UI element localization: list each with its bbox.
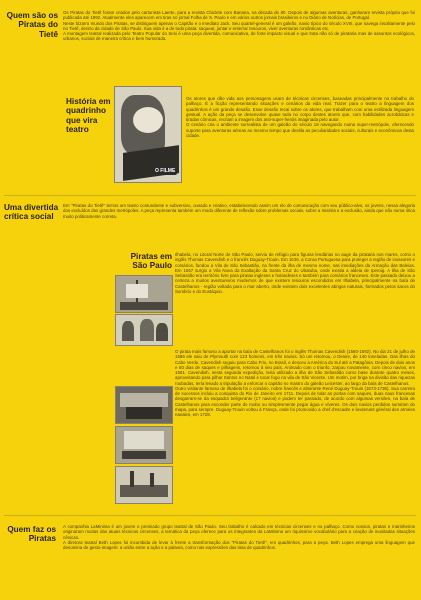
paragraph-historia: Os atores que dão vida aos personagens usam de técnicas circenses, baseadas principalmente no trabalho do palhaço. É a ficção representando situações e cenários da vida real. Trazer para o teatro a linguagem dos quadrinhos é um grande desafio. Esse desafio recai sobre os atores, que trabalham com uma estilizada linguagem gestual. A ação da peça se desenvolve quase toda no corpo destes atores que, com habilidades acrobáticas e tiradas cômicas, recriam a imagem dos anti-super-heróis imaginada pelo autor. O cenário cria o ambiente surrealista de um galeão do século 18 navegando numa super-metrópole, oferecendo suporte para aventuras aéreas ao mesmo tempo que destila as peculiaridades sociais, culturais e econômicas desta cidade. [186,96,414,138]
heading-historia: História em quadrinho que vira teatro [66,97,111,135]
film-badge: O FILME [155,168,176,174]
engraving-figures [115,314,173,346]
comic-illustration [114,86,182,183]
divider [4,515,416,516]
heading-quem-faz: Quem faz os Piratas [7,525,56,544]
heading-piratas-sp: Piratas em São Paulo [130,252,172,271]
engraving-fleet [115,466,173,504]
engraving-battle [115,386,173,424]
paragraph-quem-sao: Os Piratas do Tietê foram criados pelo cartunista Laerte, para a revista Chiclete com Banana, na década de 80. Depois de algumas aventuras, ganharam revista própria que foi publicada até 1992. Atualmente eles aparecem em tiras no jornal Folha de S. Paulo e em vários outros jornais brasileiros e no Diário de Notícias, de Portugal. Neste bizarro mundo dos Piratas, se distinguem apenas o Capitão e o imediato Jack. Seu quartel-general é um galeão, navio típico do século XVIII, que navega insolitamente pelo rio Tietê, dentro da cidade de São Paulo. Sua vida é a de todo pirata: saquear, juntar e enterrar tesouros, viver aventuras românticas etc. A montagem teatral realizada pelo Teatro Popular do Sesi é uma peça divertida, comunicativa, de forte impacto visual e que trata não só de pirataria mas de assuntos ecológicos, urbanos, sociais de maneira crítica e bem humorada. [63,10,415,42]
heading-quem-sao: Quem são os Piratas do Tietê [6,11,58,39]
engraving-ship [115,275,173,313]
divider [4,195,416,196]
paragraph-quem-faz: A companhia LaMinima é um jovem e premiado grupo teatral de São Paulo. Seu trabalho é calcado em técnicas circenses e no palhaço. Como nossos, piratas e marinheiros originaram muitas das atuais técnicas circenses, a temática da peça oferece para os integrantes da LaMinima um riquíssimo vocabulário para a criação de inusitadas situações cênicas. A diretora teatral Beth Lopes foi incumbida de levar à frente a transformação dos "Piratas do Tietê", em quadrinhos, para a peça. Beth Lopes emprega uma linguagem que denomina de gesto-imagem: a união entre a ação e a palavra, como nas expressões das tiras de quadrinhos. [63,524,415,550]
engraving-galleon [115,426,173,464]
paragraph-critica: Em "Piratas do Tietê" temos um teatro contundente e subversivo, ousado e criativo, estabelecendo assim um elo de comunicação com seu público-alvo, os jovens, nessa alegoria dos excluídos das grandes metrópoles. A peça representa também um modo diferente de reflexão sobre problemas sociais, sobre a miséria e a exclusão, ainda que não numa ótica muito politicamente correta. [63,203,415,219]
paragraph-piratas-sp-2: O pirata mais famoso a aportar na baía de Castelhanos foi o inglês Thomas Cavendish (1560-1592). No dia 21 de julho de 1586 ele saiu de Plymouth com 123 homens, em três navios. Só um retornou, o Desire, de 140 toneladas. Das ilhas do Cabo Verde, Cavendish seguiu para Cabo Frio, no Brasil, e desceu a América do Sul até a Patagônia. Depois de dois anos e 50 dias de saques e pilhagens, retornou à seu país. Animado com o triunfo, zarpou novamente, com cinco navios, em 1591. Cavendish, nesta segunda expedição, teria utilizado a ilha de São Sebastião como base durante quatro meses, aproveitando para pilhar Santos no Natal e tocar fogo na vila de São Vicente. Um motim, por briga na divisão das riquezas roubadas, teria levado a tripulação a enforcar o capitão no mastro do galeão Leicester, ao largo da baía de Castelhanos. Outro visitante famoso de Ilhabela foi o corsário, nobre francês e almirante René Duguay-Trouin (1673-1736). Sua carreira de sucessos incluiu a conquista do Rio de Janeiro em 1711. Depois de tolar as portas com saques, duas naus francesas desgarram-se da esquadra beligerante (17 navios) e podem ter passado, de acordo com algumas versões, na baía de Castelhanos para esconder parte do roubo ou simplesmente pegar água e víveres. Os dois navios perdidos sumiram do mapa, para sempre. Duguay-Trouin voltou à França, onde foi promovido a chef d'escadre e lieutenant général des armées navales, em 1728. [175,349,415,417]
heading-critica: Uma divertida crítica social [4,203,59,222]
paragraph-piratas-sp-1: Ilhabela, no Litoral Norte de São Paulo, serviu de refúgio para figuras lendárias no auge da pirataria nos mares, como o inglês Thomas Cavendish e o francês Duguay-Trouin. Em 1636, a Coroa Portuguesa para proteger a região de invasores e corsários, fundou a Vila de São Sebastião, na frente da ilha de mesmo nome, nas imediações da Armação das Baleias. Em 1657 surgiu a Vila Nova da Exaltação da Santa Cruz do Ubatuba, onde existia a aldeia de Iperoig. A ilha de São Sebastião era território livre para piratas ingleses e holandeses e também para corsários franceses. Este passado deixou a certeza a muitos aventureiros modernos de que existem tesouros escondidos em Ilhabela, principalmente na baía de Castelhanos - região voltada para o mar aberto, onde existem dois excelentes abrigos naturais, formados pelos sacos do Sombrio e do Eustáquio. [175,252,415,294]
